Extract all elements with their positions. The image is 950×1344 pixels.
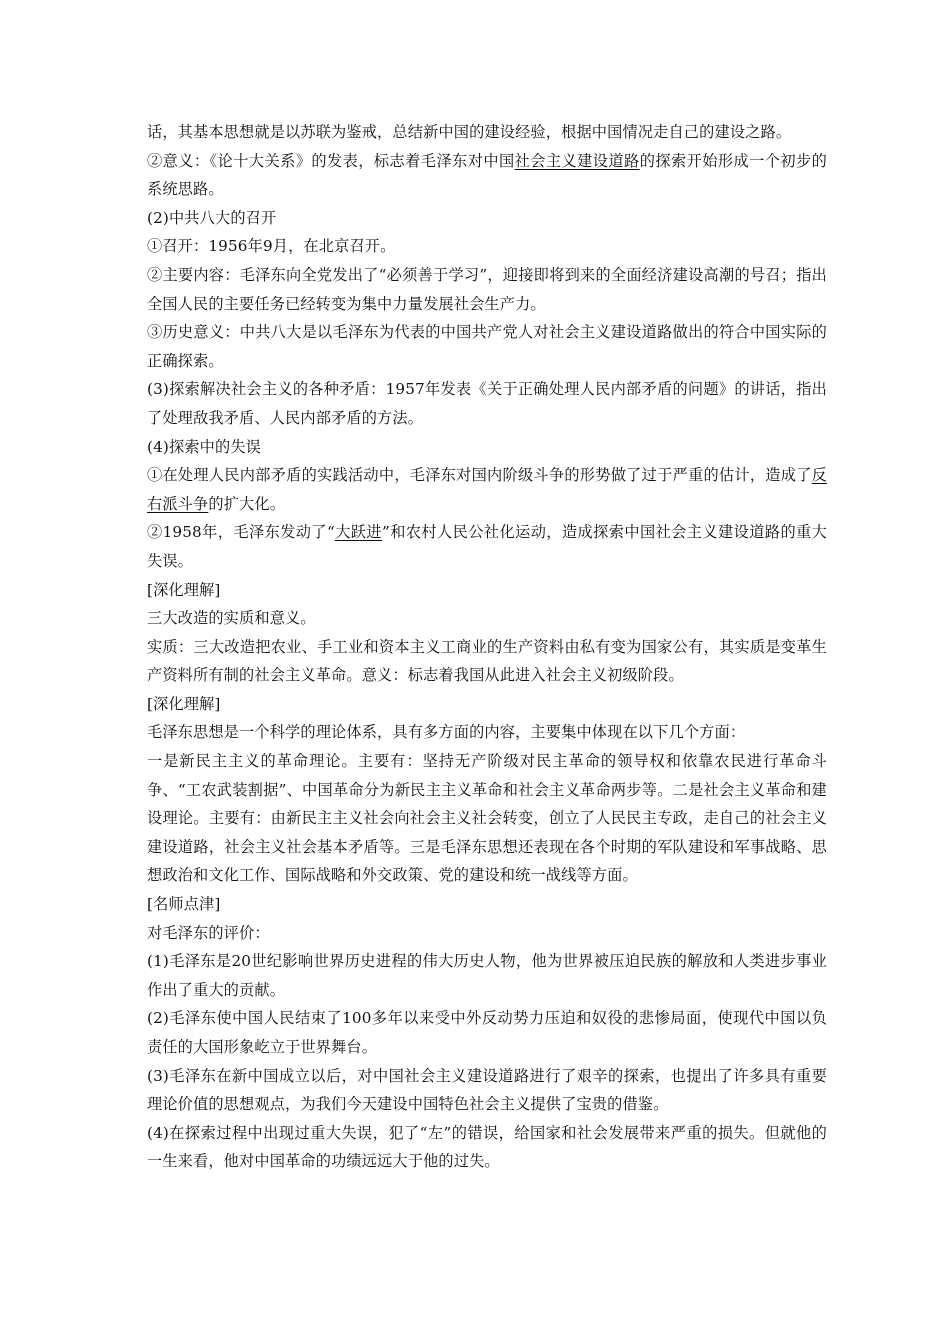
text-run: 的探索开始形成一个初步的系统思路。: [147, 151, 827, 199]
paragraph: [147, 118, 827, 147]
paragraph: [147, 604, 827, 633]
section-heading: [147, 204, 827, 233]
text-run: (2)毛泽东使中国人民结束了100多年以来受中外反动势力压迫和奴役的悲惨局面，使现代中国以负责任的大国形象屹立于世界舞台。: [147, 1009, 827, 1056]
text-run: 三大改造的实质和意义。: [147, 609, 316, 628]
text-run: 话，其基本思想就是以苏联为鉴戒，总结新中国的建设经验，根据中国情况走自己的建设之路。: [147, 123, 792, 141]
text-run: [深化理解]: [147, 694, 221, 713]
paragraph: [147, 461, 827, 518]
text-run: (1)毛泽东是20世纪影响世界历史进程的伟大历史人物，他为世界被压迫民族的解放和人类进步事业作出了重大的贡献。: [147, 952, 827, 999]
paragraph: [147, 633, 827, 690]
text-run: ②意义：《论十大关系》的发表，标志着毛泽东对中国: [147, 151, 515, 170]
paragraph: [147, 947, 827, 1004]
paragraph: [147, 261, 827, 318]
text-run: ②1958年，毛泽东发动了“: [147, 523, 335, 542]
paragraph: [147, 919, 827, 948]
text-run: 的扩大化。: [208, 494, 286, 513]
text-run: 毛泽东思想是一个科学的理论体系，具有多方面的内容，主要集中体现在以下几个方面：: [147, 723, 746, 742]
text-run: ①在处理人民内部矛盾的实践活动中，毛泽东对国内阶级斗争的形势做了过于严重的估计，造成了: [147, 466, 812, 485]
text-run: (3)探索解决社会主义的各种矛盾：1957年发表《关于正确处理人民内部矛盾的问题》的讲话，指出了处理敌我矛盾、人民内部矛盾的方法。: [147, 380, 827, 427]
paragraph: [147, 318, 827, 375]
text-run: (3)毛泽东在新中国成立以后，对中国社会主义建设道路进行了艰辛的探索，也提出了许多具有重要理论价值的思想观点，为我们今天建设中国特色社会主义提供了宝贵的借鉴。: [147, 1066, 827, 1114]
text-run: ①召开：1956年9月，在北京召开。: [147, 237, 396, 256]
section-tag: [147, 576, 827, 605]
underlined-term: 社会主义建设道路: [514, 151, 640, 170]
text-run: (2)中共八大的召开: [147, 208, 277, 227]
text-run: [深化理解]: [147, 580, 221, 599]
text-run: [名师点津]: [147, 895, 221, 914]
text-run: (4)探索中的失误: [147, 437, 261, 456]
text-run: ③历史意义：中共八大是以毛泽东为代表的中国共产党人对社会主义建设道路做出的符合中国实际的正确探索。: [147, 323, 827, 370]
text-run: 实质：三大改造把农业、手工业和资本主义工商业的生产资料由私有变为国家公有，其实质是变革生产资料所有制的社会主义革命。意义：标志着我国从此进入社会主义初级阶段。: [147, 637, 827, 685]
section-tag: [147, 690, 827, 719]
text-run: ②主要内容：毛泽东向全党发出了“必须善于学习”，迎接即将到来的全面经济建设高潮的号召；指出全国人民的主要任务已经转变为集中力量发展社会生产力。: [147, 265, 827, 313]
underlined-term: 反右派斗争: [147, 466, 827, 513]
paragraph: [147, 147, 827, 204]
paragraph: [147, 1062, 827, 1119]
paragraph: [147, 375, 827, 432]
text-run: 一是新民主主义的革命理论。主要有：坚持无产阶级对民主革命的领导权和依靠农民进行革命斗争、“工农武装割据”、中国革命分为新民主主义革命和社会主义革命两步等。二是社会主义革命和建设理论。主要有：由新民主主义社会向社会主义社会转变，创立了人民民主专政，走自己的社会主义建设道路，社会主义社会基本矛盾等。三是毛泽东思想还表现在各个时期的军队建设和军事战略、思想政治和文化工作、国际战略和外交政策、党的建设和统一战线等方面。: [147, 752, 827, 885]
text-run: ”和农村人民公社化运动，造成探索中国社会主义建设道路的重大失误。: [147, 523, 827, 570]
paragraph: [147, 232, 827, 261]
paragraph: [147, 1004, 827, 1061]
paragraph: [147, 1119, 827, 1176]
underlined-term: 大跃进: [334, 523, 383, 542]
section-heading: [147, 433, 827, 462]
document-body: [147, 118, 827, 1176]
paragraph: [147, 718, 827, 747]
text-run: 对毛泽东的评价：: [147, 923, 270, 942]
paragraph: [147, 747, 827, 890]
paragraph: [147, 518, 827, 575]
text-run: (4)在探索过程中出现过重大失误，犯了“左”的错误，给国家和社会发展带来严重的损失。但就他的一生来看，他对中国革命的功绩远远大于他的过失。: [147, 1123, 827, 1171]
section-tag: [147, 890, 827, 919]
